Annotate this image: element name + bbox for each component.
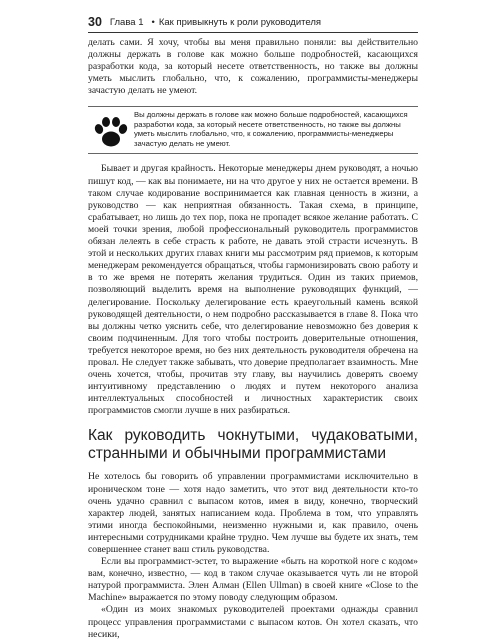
bullet-separator: •	[151, 16, 155, 28]
section-heading: Как руководить чокнутыми, чудаковатыми, странными и обычными программистами	[88, 427, 418, 463]
chapter-title: Как привыкнуть к роли руководителя	[158, 16, 322, 28]
intro-paragraph: делать сами. Я хочу, чтобы вы меня правильно поняли: вы действительно должны держать в голове как можно больше подробностей, касающихся разработки кода, за который несете ответственность, но также вы должны уметь мыслить глобально, что, к сожалению, программисты-менеджеры зачастую делать не умеют.	[88, 37, 418, 97]
paragraph: Если вы программист-эстет, то выражение «быть на короткой ноге с кодом» вам, конечно, известно, — код в таком случае оказывается чуть ли не второй натурой программиста. Элен Алман (Ellen Ullman) в своей книге «Close to the Machine» выражается по этому поводу следующим образом.	[88, 556, 418, 604]
page-header	[88, 12, 418, 33]
paragraph: Бывает и другая крайность. Некоторые менеджеры днем руководят, а ночью пишут код, — как вы понимаете, ни на что другое у них не остается времени. В таком случае кодирование воспринимается как главная ценность в жизни, а руководство — как неприятная обязанность. Такая схема, в принципе, срабатывает, но лишь до тех пор, пока не пропадет всякое желание работать. С моей точки зрения, любой профессиональный руководитель программистов обязан лелеять в себе страсть к работе, не давать этой страсти исчезнуть. В этой и нескольких других главах книги мы рассмотрим ряд приемов, к которым менеджерам рекомендуется обращаться, чтобы гармонизировать свою работу и в то же время не потерять желания трудиться. Один из таких приемов, позволяющий выделить время на выполнение руководящих функций, — делегирование. Поскольку делегирование есть краеугольный камень всякой руководящей деятельности, о нем подробно рассказывается в главе 8. Пока что вы должны четко уяснить себе, что делегирование невозможно без доверия к своим подчиненным. Для того чтобы построить доверительные отношения, требуется некоторое время, но без них деятельность руководителя обречена на провал. Не следует также забывать, что доверие предполагает взаимность. Мне очень хочется, чтобы, прочитав эту главу, вы научились доверять своему интуитивному представлению о людях и путем некоторого анализа интеллектуальных способностей и личностных характеристик своих программистов смогли лучше в них разбираться.	[88, 163, 418, 417]
chapter-label: Глава 1	[109, 16, 144, 28]
note-text: Вы должны держать в голове как можно больше подробностей, касающихся разработки кода, за который несете ответственность, но также вы должны уметь мыслить глобально, что, к сожалению, программисты-менеджеры зачастую делать не умеют.	[134, 110, 408, 148]
paragraph: Не хотелось бы говорить об управлении программистами исключительно в ироническом тоне — хотя надо заметить, что этот вид деятельности кто-то очень удачно сравнил с выпасом котов, имея в виду, конечно, творческий характер людей, занятых написанием кода. Проблема в том, что управлять этими иногда беспокойными, неизменно нужными и, как правило, очень интересными сотрудниками крайне трудно. Чем лучше вы будете их знать, тем совершеннее станет ваш стиль руководства.	[88, 471, 418, 555]
page-number: 30	[88, 15, 102, 29]
page-body	[88, 37, 418, 641]
margin-note	[88, 106, 418, 154]
quote-paragraph: «Один из моих знакомых руководителей проектами однажды сравнил процесс управления программистами с выпасом котов. Он хотел сказать, что несики,	[88, 604, 418, 640]
paw-print-icon	[88, 114, 134, 150]
